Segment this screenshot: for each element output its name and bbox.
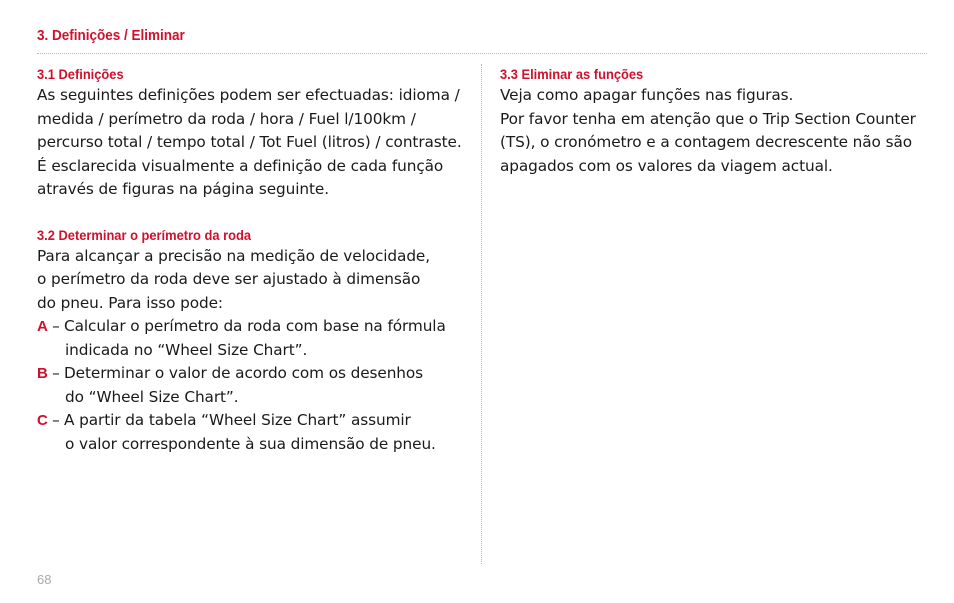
- paragraph-line: As seguintes definições podem ser efectuadas: idioma /: [37, 86, 460, 104]
- paragraph-line: percurso total / tempo total / Tot Fuel (litros) / contraste.: [37, 133, 462, 151]
- list-text: A partir da tabela “Wheel Size Chart” assumir: [64, 411, 411, 429]
- paragraph-line: medida / perímetro da roda / hora / Fuel l/100km /: [37, 109, 416, 128]
- paragraph-line: através de figuras na página seguinte.: [37, 180, 329, 198]
- list-text: Calcular o perímetro da roda com base na fórmula: [64, 317, 446, 335]
- section-title: 3.3 Eliminar as funções: [500, 66, 644, 82]
- paragraph-line: Por favor tenha em atenção que o Trip Section Counter: [500, 109, 916, 128]
- column-divider: [481, 64, 482, 564]
- list-letter: A: [37, 318, 48, 335]
- paragraph-line: o perímetro da roda deve ser ajustado à dimensão: [37, 270, 421, 288]
- list-item-c: [37, 409, 469, 456]
- paragraph-line: Para alcançar a precisão na medição de velocidade,: [37, 246, 431, 265]
- left-column: [37, 64, 469, 456]
- paragraph-line: É esclarecida visualmente a definição de cada função: [37, 156, 444, 175]
- list-text-continued: do “Wheel Size Chart”.: [65, 387, 239, 406]
- list-dash: –: [52, 364, 60, 382]
- section-3-2: [37, 225, 469, 457]
- list-item-b: [37, 362, 469, 409]
- paragraph-line: Veja como apagar funções nas figuras.: [500, 86, 794, 104]
- list-text-continued: indicada no “Wheel Size Chart”.: [65, 340, 308, 359]
- paragraph-line: apagados com os valores da viagem actual.: [500, 156, 833, 175]
- paragraph-line: do pneu. Para isso pode:: [37, 293, 223, 312]
- list-text: Determinar o valor de acordo com os desenhos: [64, 364, 424, 382]
- page-title: 3. Definições / Eliminar: [37, 27, 185, 44]
- section-3-1: [37, 64, 469, 202]
- list-letter: C: [37, 412, 48, 429]
- list-dash: –: [52, 317, 60, 335]
- section-title: 3.2 Determinar o perímetro da roda: [37, 226, 252, 243]
- list-text-continued: o valor correspondente à sua dimensão de pneu.: [65, 434, 436, 453]
- right-column: [500, 64, 930, 178]
- list-letter: B: [37, 365, 48, 382]
- list-dash: –: [52, 411, 60, 429]
- section-title: 3.1 Definições: [37, 66, 124, 82]
- page-number: 68: [37, 572, 52, 587]
- list-item-a: [37, 315, 469, 362]
- top-divider: [37, 53, 927, 54]
- section-3-3: [500, 64, 930, 178]
- paragraph-line: (TS), o cronómetro e a contagem decrescente não são: [500, 133, 912, 151]
